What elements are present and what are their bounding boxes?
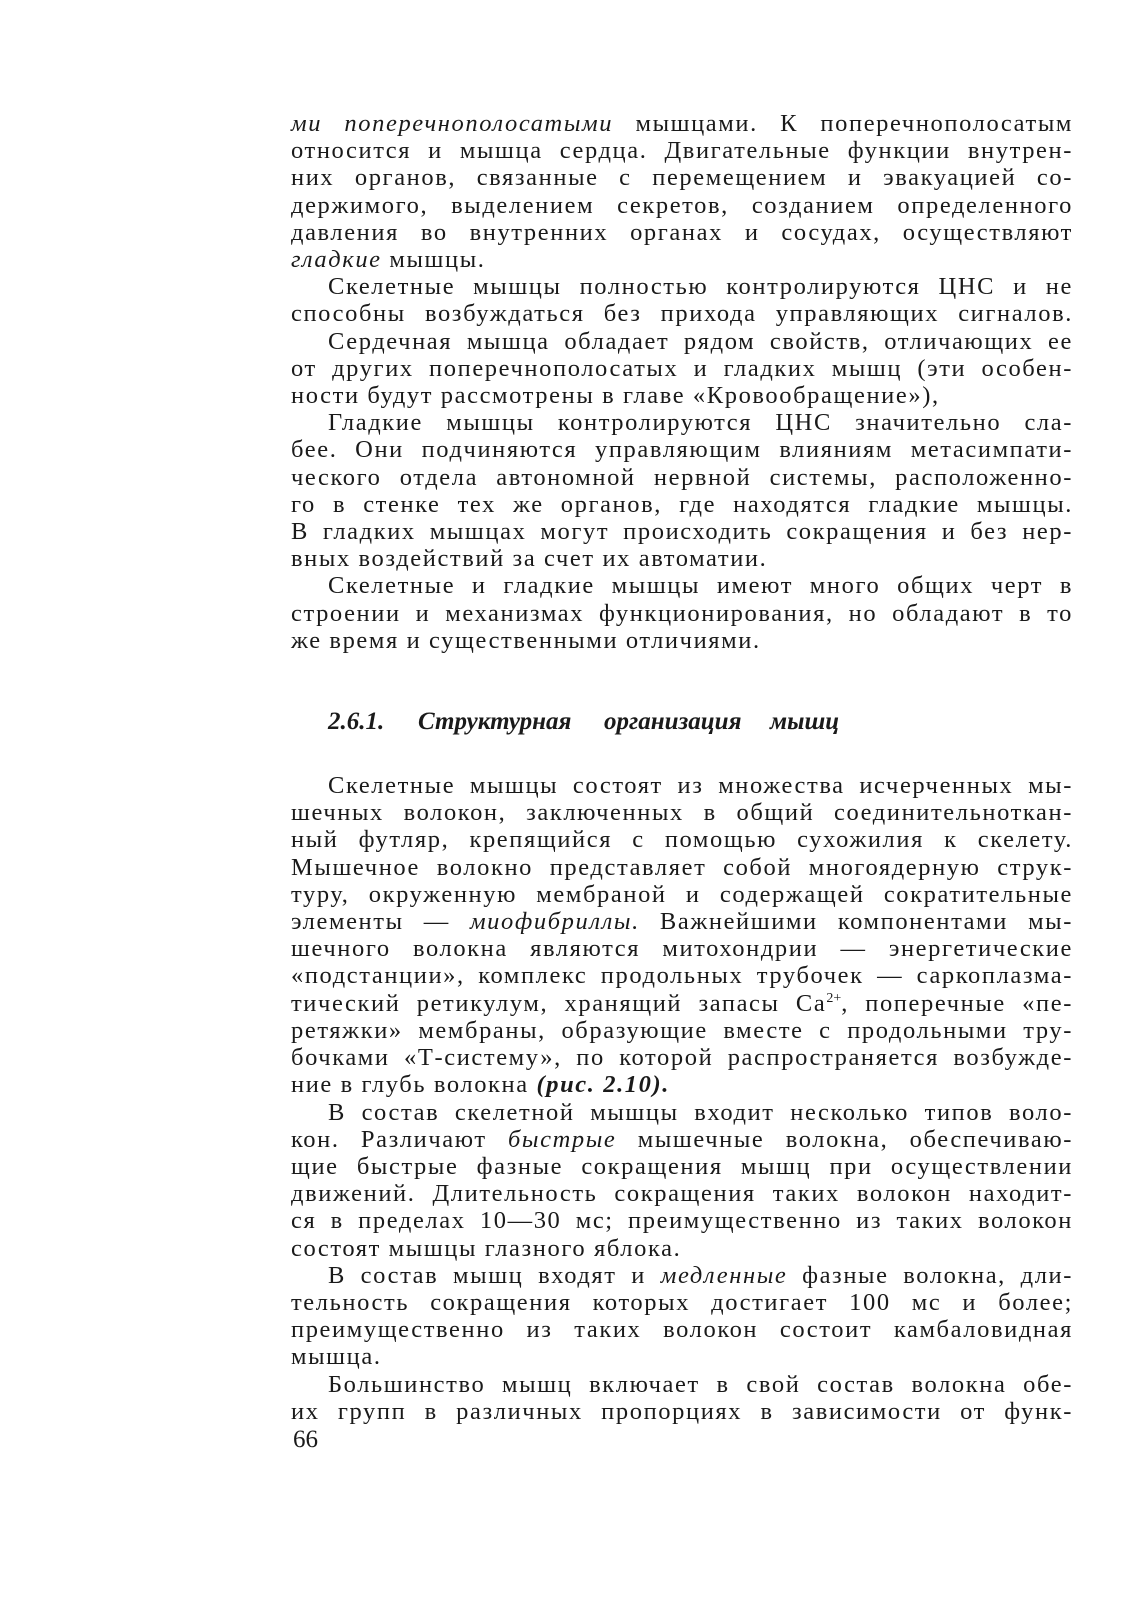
text-line: В состав скелетной мышцы входит несколько типов воло- <box>328 1098 1073 1126</box>
text-line <box>291 1262 1073 1289</box>
text-line: их групп в различных пропорциях в зависимости от функ- <box>291 1397 1073 1425</box>
text-segment: мышцами. К поперечнополосатым <box>613 110 1073 137</box>
section-number: 2.6.1. <box>328 708 385 736</box>
paragraph-slow-fibers <box>291 1262 1073 1371</box>
text-line: В гладких мышцах могут происходить сокращения и без нер- <box>291 518 1073 546</box>
text-line: Гладкие мышцы контролируются ЦНС значительно сла- <box>328 409 1073 437</box>
text-line: от других поперечнополосатых и гладких мышц (эти особен- <box>291 354 1073 382</box>
text-line: тельность сокращения которых достигает 100 мс и более; <box>291 1288 1073 1316</box>
text-line: шечного волокна являются митохондрии — энергетические <box>291 935 1073 963</box>
section-title-word: Структурная <box>418 708 572 736</box>
text-line: Большинство мышц включает в свой состав волокна обе- <box>328 1370 1073 1398</box>
text-line: ный футляр, крепящийся с помощью сухожилия к скелету. <box>291 826 1073 854</box>
text-line: них органов, связанные с перемещением и эвакуацией со- <box>291 164 1073 192</box>
text-line: туру, окруженную мембраной и содержащей сократительные <box>291 880 1073 908</box>
paragraph-cardiac-muscle <box>291 328 1073 410</box>
text-line: Мышечное волокно представляет собой многоядерную струк- <box>291 853 1073 881</box>
text-line: го в стенке тех же органов, где находятся гладкие мышцы. <box>291 490 1073 518</box>
section-heading <box>291 708 1073 736</box>
text-segment: мышечные волокна, обеспечиваю- <box>616 1125 1074 1153</box>
text-segment: Важнейшими компонентами мы- <box>639 908 1073 936</box>
paragraph-fiber-proportions <box>291 1371 1073 1425</box>
text-segment: тический ретикулум, хранящий запасы Ca <box>291 989 827 1017</box>
text-line: бочками «Т-систему», по которой распространяется возбужде- <box>291 1044 1073 1072</box>
text-line: шечных волокон, заключенных в общий соединительноткан- <box>291 799 1073 827</box>
text-line: же время и существенными отличиями. <box>291 626 761 654</box>
paragraph-intro-continuation <box>291 110 1073 273</box>
italic-term: гладкие <box>291 246 382 274</box>
text-line: ческого отдела автономной нервной системы, расположенно- <box>291 463 1073 491</box>
text-line: Скелетные и гладкие мышцы имеют много общих черт в <box>328 572 1073 600</box>
paragraph-fiber-types <box>291 1099 1073 1262</box>
text-line <box>291 1126 1073 1153</box>
text-line: бее. Они подчиняются управляющим влияниям метасимпати- <box>291 436 1073 464</box>
text-line <box>291 908 1073 935</box>
paragraph-common-features <box>291 572 1073 654</box>
text-line <box>291 990 1073 1017</box>
italic-term: ми поперечнополосатыми <box>291 110 614 137</box>
text-line: вных воздействий за счет их автоматии. <box>291 545 768 573</box>
paragraph-muscle-structure <box>291 772 1073 1098</box>
text-line: щие быстрые фазные сокращения мышц при осуществлении <box>291 1152 1073 1180</box>
page-number: 66 <box>293 1426 318 1453</box>
text-segment: элементы — <box>291 908 470 936</box>
figure-reference: (рис. 2.10). <box>536 1071 670 1099</box>
paragraph-smooth-muscle <box>291 409 1073 572</box>
text-line: давления во внутренних органах и сосудах, осуществляют <box>291 218 1073 246</box>
superscript-text: 2+ <box>826 990 842 1006</box>
text-line: Скелетные мышцы состоят из множества исчерченных мы- <box>328 772 1073 800</box>
text-segment: мышцы. <box>381 246 486 274</box>
text-segment: фазные волокна, дли- <box>787 1261 1073 1289</box>
italic-term: быстрые <box>508 1125 617 1153</box>
text-line: относится и мышца сердца. Двигательные функции внутрен- <box>291 137 1073 165</box>
text-segment: В состав мышц входят и <box>328 1261 661 1289</box>
text-line: Сердечная мышца обладает рядом свойств, отличающих ее <box>328 327 1073 355</box>
text-segment: ние в глубь волокна <box>291 1071 537 1099</box>
text-line: ности будут рассмотрены в главе «Кровообращение»), <box>291 382 940 410</box>
text-line: ретяжки» мембраны, образующие вместе с продольными тру- <box>291 1016 1073 1044</box>
text-line: мышца. <box>291 1343 382 1371</box>
paragraph-skeletal-control <box>291 273 1073 327</box>
text-line <box>291 246 1073 273</box>
text-segment: кон. Различают <box>291 1125 508 1153</box>
text-line: состоят мышцы глазного яблока. <box>291 1234 682 1262</box>
italic-term: медленные <box>660 1261 788 1289</box>
italic-term: миофибриллы. <box>469 908 640 936</box>
section-title-word: мышц <box>770 708 840 736</box>
text-line: ся в пределах 10—30 мс; преимущественно из таких волокон <box>291 1207 1073 1235</box>
text-line <box>291 1071 1073 1098</box>
text-line: движений. Длительность сокращения таких волокон находит- <box>291 1180 1073 1208</box>
text-line: преимущественно из таких волокон состоит камбаловидная <box>291 1316 1073 1344</box>
text-line: «подстанции», комплекс продольных трубочек — саркоплазма- <box>291 962 1073 990</box>
text-segment: , поперечные «пе- <box>841 989 1073 1017</box>
section-title-word: организация <box>604 708 742 736</box>
page-body <box>291 110 1073 1425</box>
text-line: держимого, выделением секретов, созданием определенного <box>291 191 1073 219</box>
text-line: Скелетные мышцы полностью контролируются ЦНС и не <box>328 273 1073 301</box>
text-line: способны возбуждаться без прихода управляющих сигналов. <box>291 300 1073 328</box>
text-line <box>291 110 1073 137</box>
text-line: строении и механизмах функционирования, но обладают в то <box>291 599 1073 627</box>
